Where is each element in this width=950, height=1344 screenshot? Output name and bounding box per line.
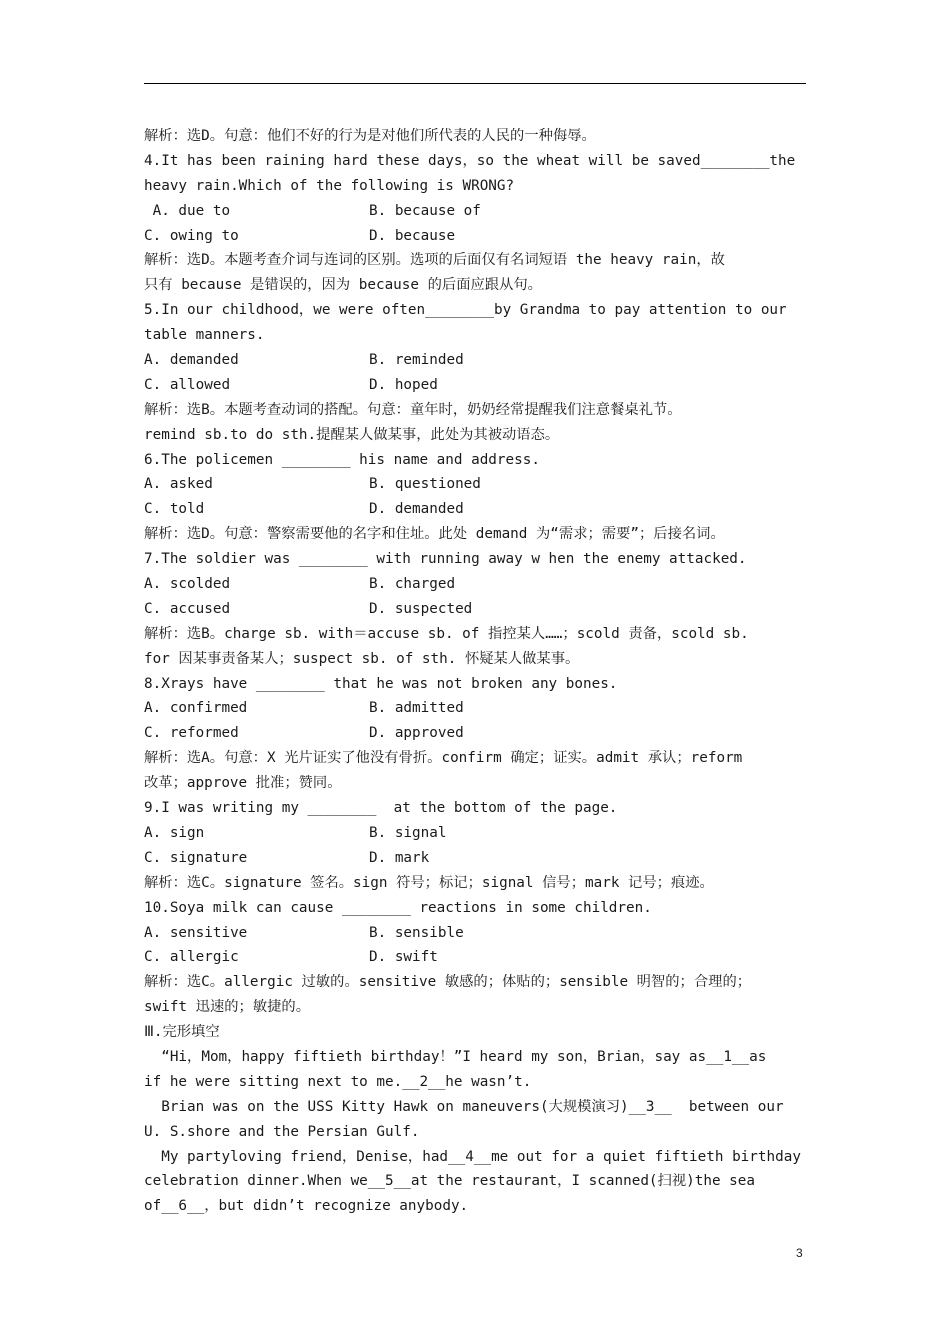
option-row bbox=[144, 921, 814, 946]
text-line: Ⅲ.完形填空 bbox=[144, 1024, 220, 1041]
text-line: 解析：选B。本题考查动词的搭配。句意：童年时，奶奶经常提醒我们注意餐桌礼节。 bbox=[144, 401, 682, 418]
option-row bbox=[144, 721, 814, 746]
text-line: 解析：选C。signature 签名。sign 符号；标记；signal 信号；mark 记号；痕迹。 bbox=[144, 874, 714, 891]
text-line: 6.The policemen ________ his name and address. bbox=[144, 451, 540, 468]
option-left: C. signature bbox=[144, 849, 248, 866]
text-line: heavy rain.Which of the following is WRONG? bbox=[144, 177, 515, 194]
option-right: D. mark bbox=[369, 849, 430, 866]
option-right: D. because bbox=[369, 227, 456, 244]
option-right: B. sensible bbox=[369, 924, 464, 941]
option-right: D. demanded bbox=[369, 501, 464, 518]
option-left: C. allergic bbox=[144, 949, 239, 966]
text-line: Brian was on the USS Kitty Hawk on maneuvers(大规模演习)__3__ between our bbox=[144, 1098, 784, 1115]
text-line: 解析：选D。句意：他们不好的行为是对他们所代表的人民的一种侮辱。 bbox=[144, 128, 596, 144]
option-row bbox=[144, 572, 814, 597]
option-row bbox=[144, 821, 814, 846]
option-right: B. signal bbox=[369, 824, 447, 841]
text-line: 改革；approve 批准；赞同。 bbox=[144, 775, 342, 792]
text-line: “Hi，Mom，happy fiftieth birthday！”I heard my son，Brian，say as__1__as bbox=[144, 1048, 767, 1065]
text-line: 解析：选D。句意：警察需要他的名字和住址。此处 demand 为“需求；需要”；后接名词。 bbox=[144, 526, 725, 543]
header-rule bbox=[144, 83, 806, 84]
option-row bbox=[144, 199, 814, 224]
option-row bbox=[144, 348, 814, 373]
option-left: A. demanded bbox=[144, 352, 239, 369]
text-line: for 因某事责备某人；suspect sb. of sth. 怀疑某人做某事。 bbox=[144, 650, 580, 667]
text-line: My partyloving friend，Denise，had__4__me out for a quiet fiftieth birthday bbox=[144, 1148, 801, 1165]
option-left: C. reformed bbox=[144, 725, 239, 742]
text-line: table manners. bbox=[144, 327, 265, 344]
text-line: 解析：选C。allergic 过敏的。sensitive 敏感的；体贴的；sensible 明智的；合理的； bbox=[144, 974, 752, 991]
option-right: B. because of bbox=[369, 202, 481, 219]
option-left: A. sensitive bbox=[144, 924, 248, 941]
option-right: B. questioned bbox=[369, 476, 481, 493]
text-line: 10.Soya milk can cause ________ reactions in some children. bbox=[144, 899, 652, 916]
option-left: A. sign bbox=[144, 824, 205, 841]
text-line: U. S.shore and the Persian Gulf. bbox=[144, 1123, 420, 1140]
text-line: remind sb.to do sth.提醒某人做某事，此处为其被动语态。 bbox=[144, 426, 560, 443]
text-line: swift 迅速的；敏捷的。 bbox=[144, 999, 311, 1016]
option-right: B. admitted bbox=[369, 700, 464, 717]
option-row bbox=[144, 846, 814, 871]
option-left: A. confirmed bbox=[144, 700, 248, 717]
option-row bbox=[144, 373, 814, 398]
option-row bbox=[144, 597, 814, 622]
option-left: A. scolded bbox=[144, 576, 231, 593]
page-number: 3 bbox=[796, 1246, 803, 1260]
text-line: 4.It has been raining hard these days，so the wheat will be saved________the bbox=[144, 152, 796, 169]
option-left: C. told bbox=[144, 501, 205, 518]
option-right: D. approved bbox=[369, 725, 464, 742]
text-line: 7.The soldier was ________ with running away w hen the enemy attacked. bbox=[144, 551, 747, 568]
text-line: 解析：选B。charge sb. with＝accuse sb. of 指控某人……；scold 责备，scold sb. bbox=[144, 625, 749, 642]
option-row bbox=[144, 945, 814, 970]
text-line: 只有 because 是错误的，因为 because 的后面应跟从句。 bbox=[144, 277, 542, 294]
option-left: C. accused bbox=[144, 600, 231, 617]
option-left: C. allowed bbox=[144, 376, 231, 393]
text-line: 5.In our childhood，we were often________by Grandma to pay attention to our bbox=[144, 302, 787, 319]
option-right: B. reminded bbox=[369, 352, 464, 369]
text-line: of__6__，but didn’t recognize anybody. bbox=[144, 1198, 469, 1215]
option-right: D. suspected bbox=[369, 600, 473, 617]
text-line: 解析：选A。句意：X 光片证实了他没有骨折。confirm 确定；证实。admit 承认；reform bbox=[144, 750, 743, 767]
document-body bbox=[144, 124, 814, 1219]
option-right: B. charged bbox=[369, 576, 456, 593]
text-line: 解析：选D。本题考查介词与连词的区别。选项的后面仅有名词短语 the heavy rain，故 bbox=[144, 252, 725, 269]
text-line: 8.Xrays have ________ that he was not broken any bones. bbox=[144, 675, 618, 692]
option-row bbox=[144, 472, 814, 497]
text-line: if he were sitting next to me.__2__he wasn’t. bbox=[144, 1073, 532, 1090]
option-row bbox=[144, 696, 814, 721]
option-right: D. swift bbox=[369, 949, 438, 966]
option-row bbox=[144, 497, 814, 522]
option-left: C. owing to bbox=[144, 227, 239, 244]
option-left: A. asked bbox=[144, 476, 213, 493]
option-right: D. hoped bbox=[369, 376, 438, 393]
text-line: 9.I was writing my ________ at the bottom of the page. bbox=[144, 800, 618, 817]
option-left: A. due to bbox=[144, 202, 231, 219]
option-row bbox=[144, 224, 814, 249]
text-line: celebration dinner.When we__5__at the restaurant，I scanned(扫视)the sea bbox=[144, 1173, 755, 1190]
